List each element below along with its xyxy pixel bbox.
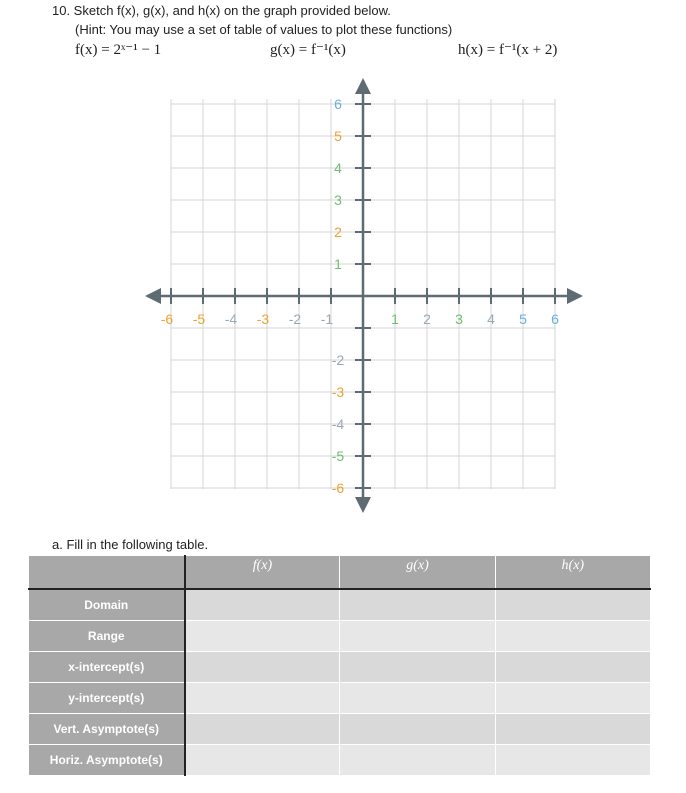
y-intercept-h-cell[interactable]	[495, 683, 650, 714]
range-g-cell[interactable]	[340, 621, 495, 652]
y-axis-down-arrow	[355, 497, 371, 513]
domain-h-cell[interactable]	[495, 589, 650, 621]
f-definition: f(x) = 2ˣ⁻¹ − 1	[75, 42, 162, 58]
y-tick-label: 4	[334, 160, 342, 176]
horiz-asymptote-h-cell[interactable]	[495, 745, 650, 776]
problem-hint: (Hint: You may use a set of table of values to plot these functions)	[75, 22, 453, 37]
x-tick-label: -5	[192, 311, 206, 327]
row-label-horiz-asymptotes: Horiz. Asymptote(s)	[29, 745, 185, 776]
y-tick-label: -6	[331, 480, 345, 496]
table-header-row	[29, 556, 651, 590]
table-row-y-intercepts	[29, 683, 651, 714]
part-a-label: a. Fill in the following table.	[52, 537, 209, 552]
table-row-range	[29, 621, 651, 652]
domain-g-cell[interactable]	[340, 589, 495, 621]
y-tick-label: 6	[334, 96, 342, 112]
table-corner-cell	[29, 556, 185, 590]
y-tick-label: 1	[334, 256, 342, 272]
x-intercept-h-cell[interactable]	[495, 652, 650, 683]
table-row-x-intercepts	[29, 652, 651, 683]
y-tick-label: -3	[331, 384, 345, 400]
row-label-y-intercepts: y-intercept(s)	[29, 683, 185, 714]
y-tick-label: -4	[331, 416, 345, 432]
x-tick-label: -6	[160, 311, 174, 327]
range-f-cell[interactable]	[185, 621, 340, 652]
problem-statement: 10. Sketch f(x), g(x), and h(x) on the graph provided below.	[52, 3, 391, 18]
x-tick-label: 2	[423, 311, 431, 327]
y-tick-label: 5	[334, 128, 342, 144]
function-properties-table	[28, 555, 651, 776]
column-header-g: g(x)	[340, 556, 495, 590]
x-tick-label: -4	[224, 311, 238, 327]
range-h-cell[interactable]	[495, 621, 650, 652]
h-definition: h(x) = f⁻¹(x + 2)	[458, 42, 558, 58]
row-label-vert-asymptotes: Vert. Asymptote(s)	[29, 714, 185, 745]
horiz-asymptote-f-cell[interactable]	[185, 745, 340, 776]
column-header-h: h(x)	[495, 556, 650, 590]
y-tick-label: -2	[331, 352, 345, 368]
table-row-domain	[29, 589, 651, 621]
x-tick-label: 1	[391, 311, 399, 327]
x-intercept-g-cell[interactable]	[340, 652, 495, 683]
y-axis-up-arrow	[355, 78, 371, 94]
vert-asymptote-f-cell[interactable]	[185, 714, 340, 745]
x-axis-right-arrow	[567, 288, 583, 304]
vert-asymptote-h-cell[interactable]	[495, 714, 650, 745]
x-tick-label: 3	[455, 311, 463, 327]
row-label-domain: Domain	[29, 589, 185, 621]
g-definition: g(x) = f⁻¹(x)	[270, 42, 346, 58]
vert-asymptote-g-cell[interactable]	[340, 714, 495, 745]
x-tick-label: 6	[551, 311, 559, 327]
x-tick-label: -3	[256, 311, 270, 327]
y-tick-label: 3	[334, 192, 342, 208]
table-row-vert-asymptotes	[29, 714, 651, 745]
y-intercept-f-cell[interactable]	[185, 683, 340, 714]
x-axis-left-arrow	[145, 288, 161, 304]
x-intercept-f-cell[interactable]	[185, 652, 340, 683]
y-tick-label: -5	[331, 448, 345, 464]
x-tick-label: 5	[519, 311, 527, 327]
table-row-horiz-asymptotes	[29, 745, 651, 776]
column-header-f: f(x)	[185, 556, 340, 590]
y-intercept-g-cell[interactable]	[340, 683, 495, 714]
x-tick-label: -1	[320, 311, 334, 327]
row-label-x-intercepts: x-intercept(s)	[29, 652, 185, 683]
x-tick-label: 4	[487, 311, 495, 327]
row-label-range: Range	[29, 621, 185, 652]
y-tick-label: 2	[334, 224, 342, 240]
x-tick-label: -2	[288, 311, 302, 327]
domain-f-cell[interactable]	[185, 589, 340, 621]
horiz-asymptote-g-cell[interactable]	[340, 745, 495, 776]
